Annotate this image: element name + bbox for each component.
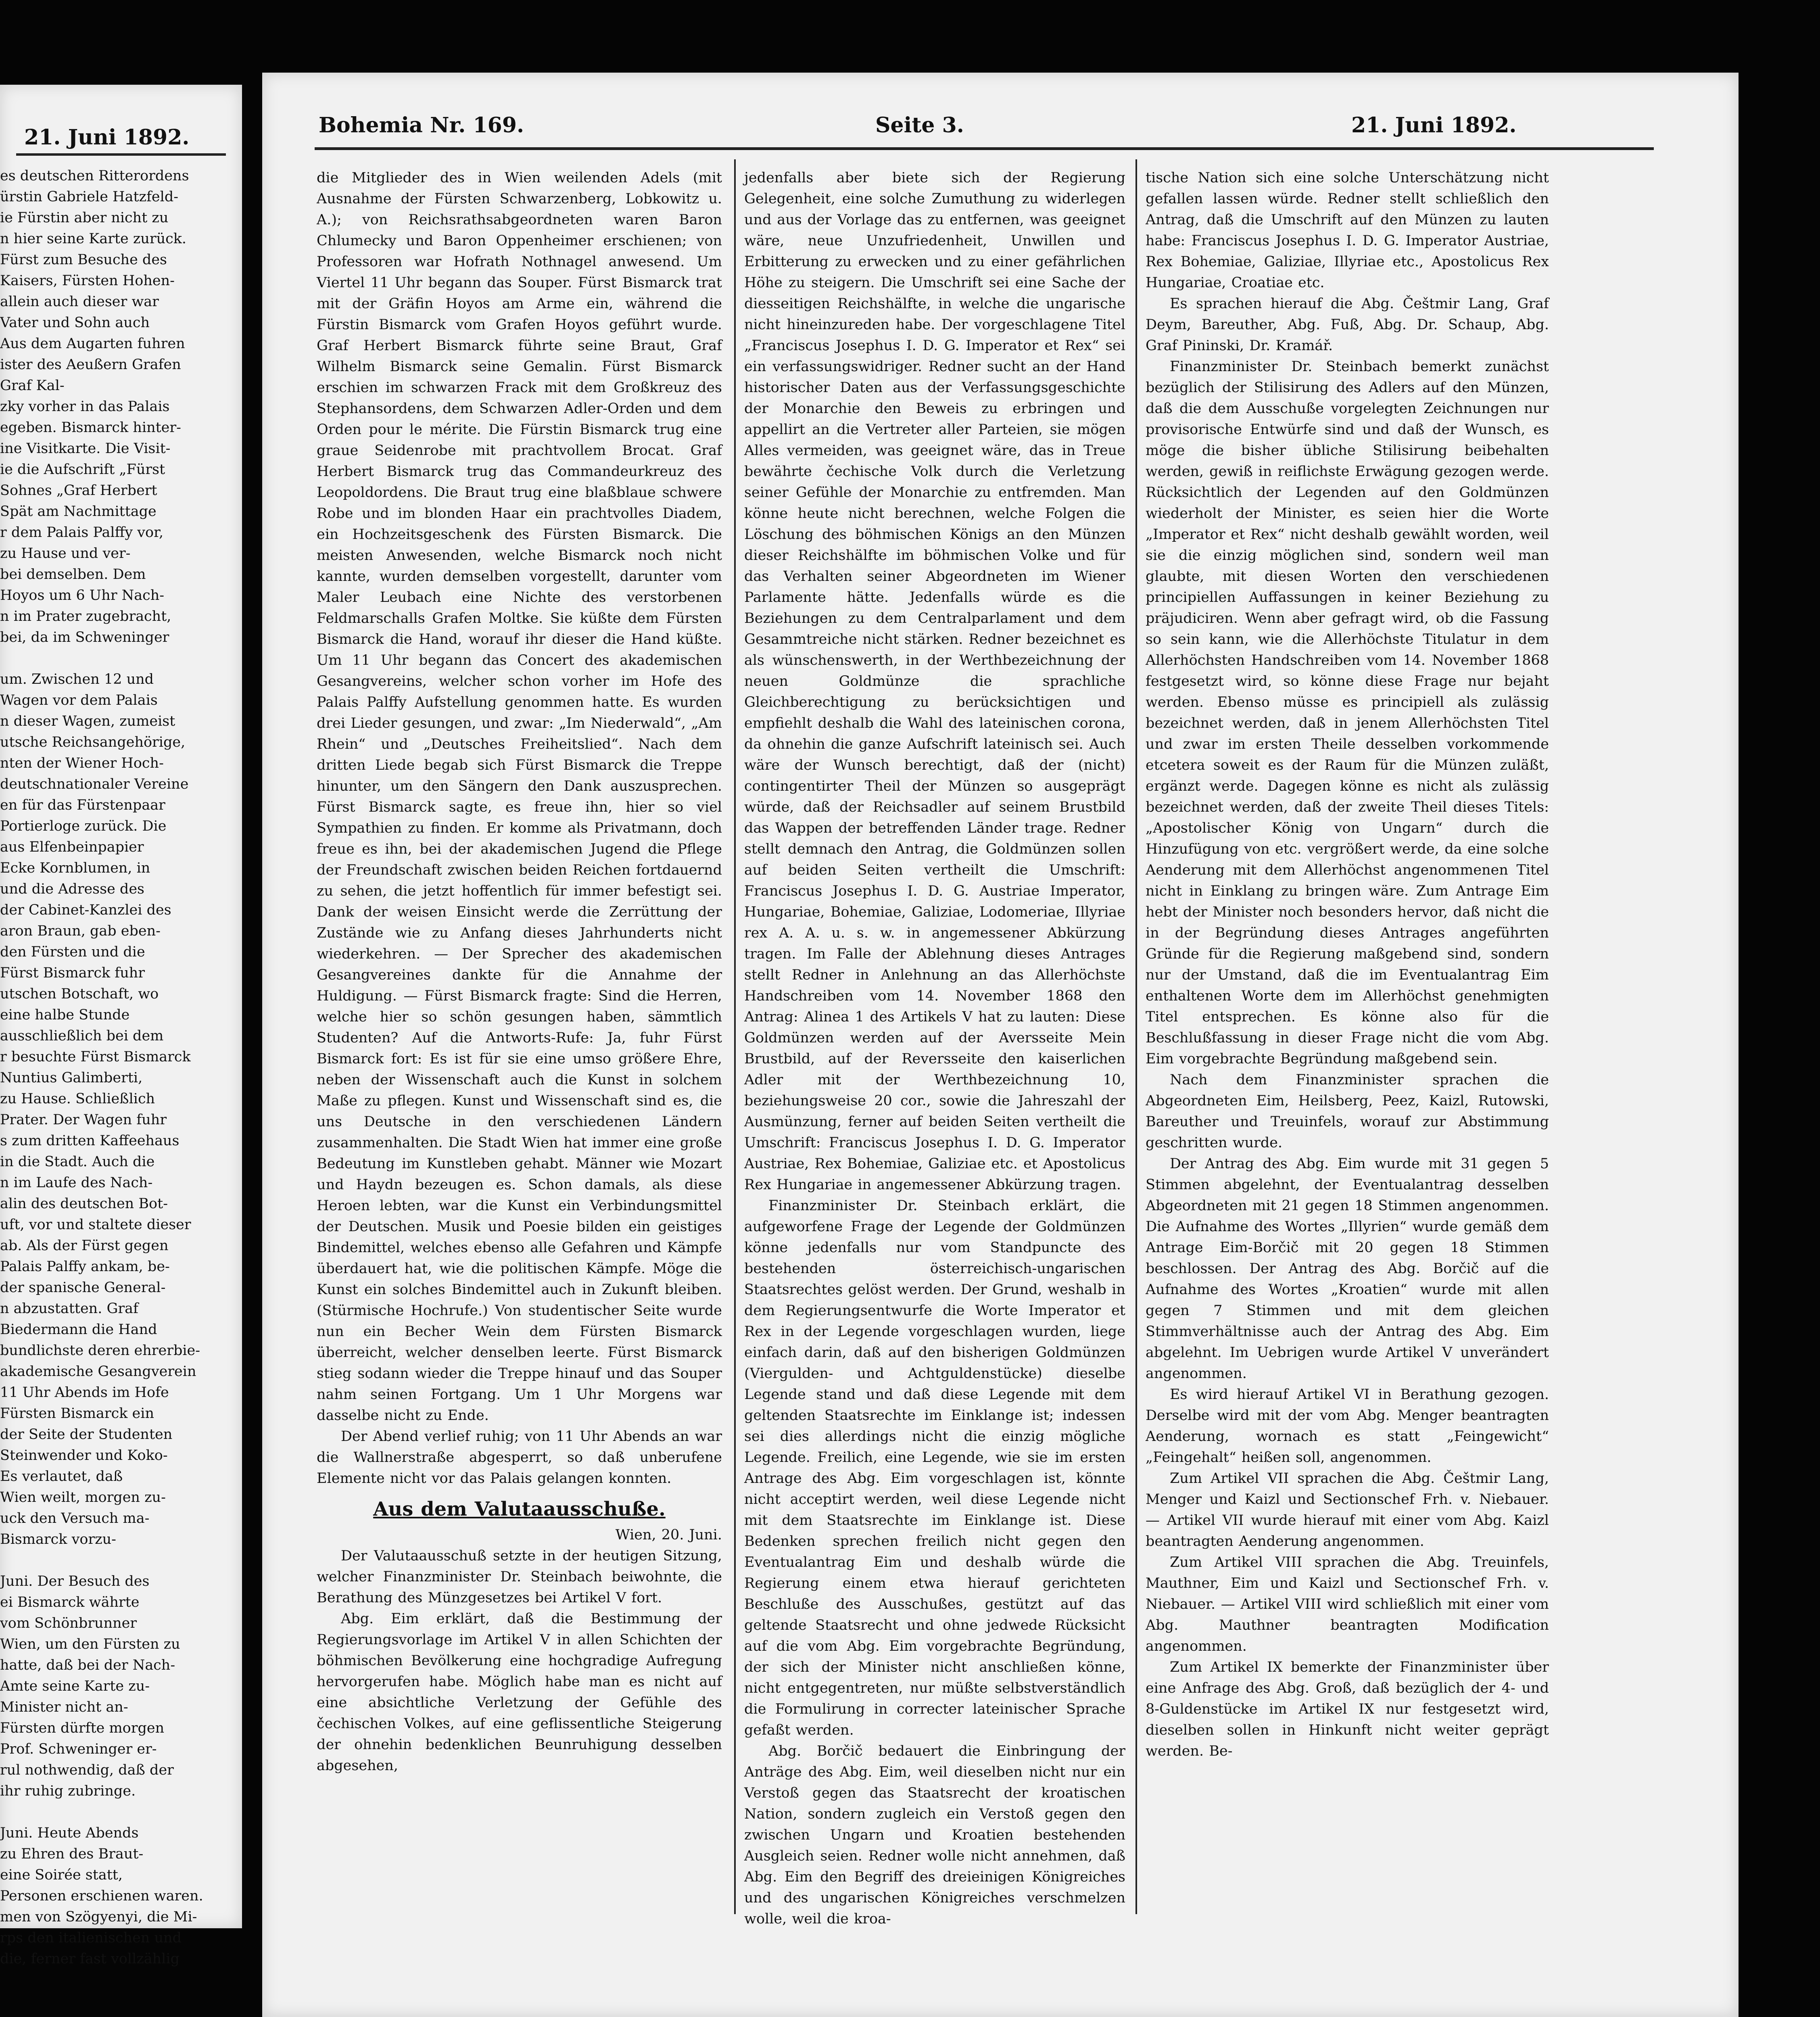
column-rule <box>734 159 736 1914</box>
issue-date: 21. Juni 1892. <box>1351 113 1517 138</box>
fragment-line: r dem Palais Palffy vor, <box>0 524 164 541</box>
fragment-line: Portierloge zurück. Die <box>0 818 167 834</box>
paragraph: Nach dem Finanzminister sprachen die Abgeordneten Eim, Heilsberg, Peez, Kaizl, Rutowski, Bareuther und Treuinfels, worauf zur Abstimmung geschritten wurde. <box>1146 1072 1549 1151</box>
fragment-line: zu Hause. Schließlich <box>0 1091 155 1107</box>
previous-page-fragment <box>0 85 242 1967</box>
fragment-line: bundlichste deren ehrerbie- <box>0 1343 200 1359</box>
paragraph: tische Nation sich eine solche Unterschätzung nicht gefallen lassen würde. Redner stellt schließlich den Antrag, daß die Umschrift auf den Münzen zu lauten habe: Franciscus Josephus I. D. G. Imperator Austriae, Rex Bohemiae, Galiziae, Illyriae etc., Apostolicus Rex Hungariae, Croatiae etc. <box>1146 170 1549 291</box>
fragment-line: ei Bismarck währte <box>0 1594 140 1610</box>
fragment-line: Biedermann die Hand <box>0 1322 157 1338</box>
paragraph: Abg. Borčič bedauert die Einbringung der Anträge des Abg. Eim, weil dieselben nicht nur ein Verstoß gegen das Staatsrecht der kroatischen Nation, sondern zugleich ein Verstoß gegen den zwischen Ungarn und Kroatien bestehenden Ausgleich seien. Redner wolle nicht annehmen, daß Abg. Eim den Begriff des dreieinigen Königreiches und des ungarischen Königreiches verschmelzen wolle, weil die kroa- <box>744 1743 1125 1927</box>
fragment-line: ie Fürstin aber nicht zu <box>0 210 169 226</box>
fragment-line: vom Schönbrunner <box>0 1615 137 1631</box>
newspaper-page <box>262 73 1739 2017</box>
paragraph: Finanzminister Dr. Steinbach erklärt, die aufgeworfene Frage der Legende der Goldmünzen könne jedenfalls nur vom Standpuncte des bestehenden österreichisch-ungarischen Staatsrechtes gelöst werden. Der Grund, weshalb in dem Regierungsentwurfe die Worte Imperator et Rex in der Legende vorgeschlagen wurden, liege einfach darin, daß auf den bisherigen Goldmünzen (Viergulden- und Achtguldenstücke) dieselbe Legende stand und daß diese Legende mit dem geltenden Staatsrechte im Einklange ist; indessen sei dies allerdings nicht die einzig mögliche Legende. Freilich, eine Legende, wie sie im ersten Antrage des Abg. Eim vorgeschlagen ist, könnte nicht acceptirt werden, weil diese Legende nicht mit dem Staatsrechte im Einklange ist. Diese Bedenken sprechen freilich nicht gegen den Eventualantrag Eim und deshalb würde die Regierung einem etwa hierauf gerichteten Beschluße des Ausschußes, gestützt auf das geltende Staatsrecht und ohne jedwede Rücksicht auf die vom Abg. Eim vorgebrachte Begründung, der sich der Minister nicht anschließen könne, nicht entgegentreten, nur müßte selbstverständlich die Formulirung in correcter lateinischer Sprache gefaßt werden. <box>744 1198 1125 1738</box>
page-number: Seite 3. <box>875 113 964 138</box>
fragment-line: ie die Aufschrift „Fürst <box>0 461 165 478</box>
fragment-line: bei demselben. Dem <box>0 566 146 583</box>
fragment-line: egeben. Bismarck hinter- <box>0 420 181 436</box>
paragraph: Der Abend verlief ruhig; von 11 Uhr Abends an war die Wallnerstraße abgesperrt, so daß unberufene Elemente nicht vor das Palais gelangen konnten. <box>317 1428 722 1487</box>
fragment-line: n dieser Wagen, zumeist <box>0 713 175 729</box>
fragment-line: zky vorher in das Palais <box>0 399 170 415</box>
fragment-line: s zum dritten Kaffeehaus <box>0 1133 179 1149</box>
fragment-line: in die Stadt. Auch die <box>0 1154 155 1170</box>
fragment-line: n hier seine Karte zurück. <box>0 231 187 247</box>
fragment-line: Steinwender und Koko- <box>0 1447 168 1464</box>
fragment-line: eine halbe Stunde <box>0 1007 130 1023</box>
fragment-line: men von Szögyenyi, die Mi- <box>0 1909 197 1925</box>
fragment-line: der Cabinet-Kanzlei des <box>0 902 171 918</box>
fragment-line: Kaisers, Fürsten Hohen- <box>0 273 175 289</box>
fragment-line: allein auch dieser war <box>0 294 159 310</box>
fragment-line: Hoyos um 6 Uhr Nach- <box>0 587 165 603</box>
dateline: Wien, 20. Juni. <box>615 1527 722 1543</box>
fragment-line: rps den italienischen und <box>0 1930 182 1946</box>
paragraph: jedenfalls aber biete sich der Regierung Gelegenheit, eine solche Zumuthung zu widerlegen und aus der Vorlage das zu entfernen, was geeignet wäre, neue Unzufriedenheit, Unwillen und Erbitterung zu erwecken und zu einer gefährlichen Höhe zu steigern. Die Umschrift sei eine Sache der diesseitigen Reichshälfte, in welche die ungarische nicht hineinzureden habe. Der vorgeschlagene Titel „Franciscus Josephus I. D. G. Imperator et Rex“ sei ein verfassungswidriger. Redner sucht an der Hand historischer Daten aus der Verfassungsgeschichte der Monarchie den Beweis zu erbringen und appellirt an die Vertreter aller Parteien, sie mögen Alles vermeiden, was geeignet wäre, das in Treue bewährte čechische Volk durch die Verletzung seiner Gefühle der Monarchie zu entfremden. Man könne heute nicht berechnen, welche Folgen die Löschung des böhmischen Königs an den Münzen dieser Reichshälfte im böhmischen Volke und für das Verhalten seiner Abgeordneten im Wiener Parlamente hätte. Jedenfalls würde es die Beziehungen zu dem Centralparlament und dem Gesammtreiche nicht stärken. Redner bezeichnet es als wünschenswerth, in der Werthbezeichnung der neuen Goldmünze die sprachliche Gleichberechtigung zu berücksichtigen und empfiehlt deshalb die Wahl des lateinischen corona, da ohnehin die ganze Aufschrift lateinisch sei. Auch wäre der Wunsch berechtigt, daß der (nicht) contingentirter Theil der Münzen so ausgeprägt würde, daß der Reichsadler auf seinem Brustbild das Wappen der betreffenden Länder trage. Redner stellt demnach den Antrag, die Goldmünzen sollen auf beiden Seiten vertheilt die Umschrift: Franciscus Josephus I. D. G. Austriae Imperator, Hungariae, Bohemiae, Galiziae, Lodomeriae, Illyriae rex A. A. u. s. w. in angemessener Abkürzung tragen. Im Falle der Ablehnung dieses Antrages stellt Redner in Anlehnung an das Allerhöchste Handschreiben vom 14. November 1868 den Antrag: Alinea 1 des Artikels V hat zu lauten: Diese Goldmünzen werden auf der Aversseite Mein Brustbild, auf der Reversseite den kaiserlichen Adler mit der Werthbezeichnung 10, beziehungsweise 20 cor., sowie die Jahreszahl der Ausmünzung, ferner auf beiden Seiten vertheilt die Umschrift: Franciscus Josephus I. D. G. Imperator Austriae, Rex Bohemiae, Galiziae etc. et Apostolicus Rex Hungariae in angemessener Abkürzung tragen. <box>744 170 1125 1193</box>
fragment-line: aron Braun, gab eben- <box>0 923 161 939</box>
fragment-line: Wien, um den Fürsten zu <box>0 1636 180 1652</box>
fragment-line: Nuntius Galimberti, <box>0 1070 143 1086</box>
fragment-line: n abzustatten. Graf <box>0 1301 138 1317</box>
fragment-line: Spät am Nachmittage <box>0 503 157 520</box>
fragment-line: Fürsten dürfte morgen <box>0 1720 165 1736</box>
fragment-line: Fürsten Bismarck ein <box>0 1405 154 1422</box>
fragment-line: ister des Aeußern Grafen <box>0 357 181 373</box>
previous-page-text <box>0 165 226 1969</box>
paragraph: Zum Artikel IX bemerkte der Finanzminister über eine Anfrage des Abg. Groß, daß bezüglich der 4- und 8-Guldenstücke im Artikel IX nur festgesetzt wird, dieselben sollen in Hinkunft nicht weiter geprägt werden. Be- <box>1146 1659 1549 1759</box>
fragment-line: ihr ruhig zubringe. <box>0 1783 136 1799</box>
article-column-3 <box>1146 167 1549 2007</box>
fragment-line: Bismarck vorzu- <box>0 1531 116 1547</box>
fragment-line: eine Soirée statt, <box>0 1867 123 1883</box>
fragment-line: 11 Uhr Abends im Hofe <box>0 1384 169 1401</box>
fragment-line: r besuchte Fürst Bismarck <box>0 1049 191 1065</box>
fragment-line: bei, da im Schweninger <box>0 629 169 645</box>
fragment-line: Wagen vor dem Palais <box>0 692 158 708</box>
fragment-line: uft, vor und staltete dieser <box>0 1217 191 1233</box>
fragment-line: Juni. Heute Abends <box>0 1825 139 1841</box>
fragment-line: Es verlautet, daß <box>0 1468 123 1485</box>
fragment-line: Palais Palffy ankam, be- <box>0 1259 170 1275</box>
fragment-line <box>0 648 226 669</box>
paragraph: Es sprachen hierauf die Abg. Češtmir Lang, Graf Deym, Bareuther, Abg. Fuß, Abg. Dr. Schaup, Abg. Graf Pininski, Dr. Kramář. <box>1146 296 1549 354</box>
fragment-line: Vater und Sohn auch <box>0 315 150 331</box>
fragment-line: utschen Botschaft, wo <box>0 986 159 1002</box>
fragment-line: Graf Kal- <box>0 378 65 394</box>
fragment-line: hatte, daß bei der Nach- <box>0 1657 175 1673</box>
article-column-2 <box>744 167 1125 2007</box>
paragraph: Zum Artikel VII sprachen die Abg. Češtmir Lang, Menger und Kaizl und Sectionschef Frh. v. Niebauer. — Artikel VII wurde hierauf mit einer vom Abg. Kaizl beantragten Aenderung angenommen. <box>1146 1470 1549 1549</box>
fragment-line: ine Visitkarte. Die Visit- <box>0 441 171 457</box>
paragraph: Finanzminister Dr. Steinbach bemerkt zunächst bezüglich der Stilisirung des Adlers auf den Münzen, daß die dem Ausschuße vorgelegten Zeichnungen nur provisorische Entwürfe sind und daß der Wunsch, es möge die bisher übliche Stilisirung beibehalten werden, gewiß in reiflichste Erwägung gezogen werde. Rücksichtlich der Legenden auf den Goldmünzen wiederholt der Minister, es seien hier die Worte „Imperator et Rex“ nicht deshalb gewählt worden, weil sie die einzig möglichen sind, sondern weil man glaubte, mit diesen Worten den verschiedenen principiellen Auffassungen in keiner Beziehung zu präjudiciren. Wenn aber gefragt wird, ob die Fassung so sein kann, wie die Allerhöchste Titulatur in dem Allerhöchsten Handschreiben vom 14. November 1868 festgesetzt wird, so könne diese Frage nur bejaht werden. Ebenso müsse es principiell als zulässig bezeichnet werden, daß in jenem Allerhöchsten Titel und zwar im ersten Theile desselben vorkommende etcetera soweit es der Raum für die Münzen zuläßt, ergänzt werde. Dagegen könne es nicht als zulässig bezeichnet werden, daß der zweite Theil dieses Titels: „Apostolischer König von Ungarn“ durch die Hinzufügung von etc. vergrößert werde, da eine solche Aenderung mit dem Allerhöchst angenommenen Titel nicht in Einklang zu bringen wäre. Zum Antrage Eim hebt der Minister noch besonders hervor, daß nicht die in der Begründung dieses Antrages angeführten Gründe für die Regierung maßgebend sind, sondern nur der Umstand, daß die im Eventualantrag Eim enthaltenen Worte dem im Allerhöchst genehmigten Titel entsprechen. Es könne also für die Beschlußfassung in dieser Frage nicht die vom Abg. Eim vorgebrachte Begründung maßgebend sein. <box>1146 359 1549 1067</box>
article-column-1 <box>317 167 722 2007</box>
fragment-line: zu Hause und ver- <box>0 545 131 562</box>
fragment-line: Personen erschienen waren. <box>0 1888 203 1904</box>
masthead-issue: Bohemia Nr. 169. <box>319 113 524 138</box>
fragment-line: utsche Reichsangehörige, <box>0 734 186 750</box>
fragment-line: aus Elfenbeinpapier <box>0 839 144 855</box>
fragment-line: und die Adresse des <box>0 881 145 897</box>
fragment-line: Aus dem Augarten fuhren <box>0 336 185 352</box>
fragment-line: die, ferner fast vollzählig <box>0 1951 179 1967</box>
fragment-line: uck den Versuch ma- <box>0 1510 150 1526</box>
fragment-line: deutschnationaler Vereine <box>0 776 189 792</box>
paragraph: Der Valutaausschuß setzte in der heutigen Sitzung, welcher Finanzminister Dr. Steinbach beiwohnte, die Berathung des Münzgesetzes bei Artikel V fort. <box>317 1548 722 1606</box>
fragment-line: Minister nicht an- <box>0 1699 128 1715</box>
fragment-line: der spanische General- <box>0 1280 166 1296</box>
paragraph: Der Antrag des Abg. Eim wurde mit 31 gegen 5 Stimmen abgelehnt, der Eventualantrag desselben Abgeordneten mit 21 gegen 18 Stimmen angenommen. Die Aufnahme des Wortes „Illyrien“ wurde gemäß dem Antrage Eim-Borčič mit 20 gegen 18 Stimmen beschlossen. Der Antrag des Abg. Borčič auf die Aufnahme des Wortes „Kroatien“ wurde mit allen gegen 7 Stimmen und mit dem gleichen Stimmverhältnisse auch der Antrag des Abg. Eim abgelehnt. Im Uebrigen wurde Artikel V unverändert angenommen. <box>1146 1156 1549 1382</box>
fragment-line: ab. Als der Fürst gegen <box>0 1238 169 1254</box>
fragment-line: akademische Gesangverein <box>0 1363 196 1380</box>
fragment-line: zu Ehren des Braut- <box>0 1846 144 1862</box>
paragraph: Es wird hierauf Artikel VI in Berathung gezogen. Derselbe wird mit der vom Abg. Menger beantragten Aenderung, wornach es statt „Feingewicht“ „Feingehalt“ heißen soll, angenommen. <box>1146 1386 1549 1466</box>
fragment-line: Fürst zum Besuche des <box>0 252 167 268</box>
fragment-line: um. Zwischen 12 und <box>0 671 154 687</box>
fragment-line: Wien weilt, morgen zu- <box>0 1489 166 1505</box>
fragment-line <box>0 1550 226 1571</box>
fragment-line: en für das Fürstenpaar <box>0 797 165 813</box>
fragment-line: Ecke Kornblumen, in <box>0 860 150 876</box>
fragment-line: es deutschen Ritterordens <box>0 168 189 184</box>
fragment-line: Amte seine Karte zu- <box>0 1678 150 1694</box>
fragment-line: Fürst Bismarck fuhr <box>0 965 145 981</box>
fragment-line <box>0 1802 226 1823</box>
paragraph: Zum Artikel VIII sprachen die Abg. Treuinfels, Mauthner, Eim und Kaizl und Sectionschef Frh. v. Niebauer. — Artikel VIII wird schließlich mit einer vom Abg. Mauthner beantragten Modification angenommen. <box>1146 1554 1549 1654</box>
fragment-line: rul nothwendig, daß der <box>0 1762 174 1778</box>
fragment-line: den Fürsten und die <box>0 944 145 960</box>
fragment-line: ausschließlich bei dem <box>0 1028 164 1044</box>
fragment-line: Sohnes „Graf Herbert <box>0 482 157 499</box>
fragment-line: nten der Wiener Hoch- <box>0 755 164 771</box>
header-rule <box>315 147 1654 150</box>
fragment-line: n im Laufe des Nach- <box>0 1175 153 1191</box>
column-rule <box>1135 159 1137 1914</box>
fragment-line: ürstin Gabriele Hatzfeld- <box>0 189 179 205</box>
fragment-line: Juni. Der Besuch des <box>0 1573 150 1589</box>
fragment-line: alin des deutschen Bot- <box>0 1196 168 1212</box>
paragraph: die Mitglieder des in Wien weilenden Adels (mit Ausnahme der Fürsten Schwarzenberg, Lobkowitz u. A.); von Reichsrathsabgeordneten waren Baron Chlumecky und Baron Oppenheimer erschienen; von Professoren war Hofrath Nothnagel anwesend. Um Viertel 11 Uhr begann das Souper. Fürst Bismarck trat mit der Gräfin Hoyos am Arme ein, während die Fürstin Bismarck vom Grafen Hoyos geführt wurde. Graf Herbert Bismarck führte seine Braut, Graf Wilhelm Bismarck seine Gemalin. Fürst Bismarck erschien im schwarzen Frack mit dem Großkreuz des Stephansordens, dem Schwarzen Adler-Orden und dem Orden pour le mérite. Die Fürstin Bismarck trug eine graue Seidenrobe mit prachtvollem Brocat. Graf Herbert Bismarck trug das Commandeurkreuz des Leopoldordens. Die Braut trug eine blaßblaue schwere Robe und im blonden Haar ein prachtvolles Diadem, ein Hochzeitsgeschenk des Fürsten Bismarck. Die meisten Anwesenden, welche Bismarck noch nicht kannte, wurden demselben vorgestellt, darunter vom Maler Leubach eine Nichte des verstorbenen Feldmarschalls Grafen Moltke. Sie küßte dem Fürsten Bismarck die Hand, worauf ihr dieser die Hand küßte. Um 11 Uhr begann das Concert des akademischen Gesangvereins, welcher schon vorher im Hofe des Palais Palffy Aufstellung genommen hatte. Es wurden drei Lieder gesungen, und zwar: „Im Niederwald“, „Am Rhein“ und „Deutsches Freiheitslied“. Nach dem dritten Liede begab sich Fürst Bismarck die Treppe hinunter, um den Sängern den Dank auszusprechen. Fürst Bismarck sagte, es freue ihn, hier so viel Sympathien zu finden. Er komme als Privatmann, doch freue es ihn, bei der akademischen Jugend die Pflege der Freundschaft zwischen beiden Reichen fortdauernd zu sehen, die jetzt hoffentlich für immer befestigt sei. Dank der weisen Einsicht werde die Zerrüttung der Zustände wie zu Anfang dieses Jahrhunderts nicht wiederkehren. — Der Sprecher des akademischen Gesangvereines dankte für die Annahme der Huldigung. — Fürst Bismarck fragte: Sind die Herren, welche hier so schön gesungen haben, sämmtlich Studenten? Auf die Antworts-Rufe: Ja, fuhr Fürst Bismarck fort: Es ist für sie eine umso größere Ehre, neben der Wissenschaft auch die Kunst in solchem Maße zu pflegen. Kunst und Wissenschaft sind es, die uns Deutsche in den verschiedenen Ländern zusammenhalten. Die Stadt Wien hat immer eine große Bedeutung im Kunstleben gehabt. Männer wie Mozart und Haydn bezeugen es. Schon damals, als diese Heroen lebten, war die Kunst ein Verbindungsmittel der Deutschen. Musik und Poesie bilden ein geistiges Bindemittel, welches ebenso alle Gefahren und Kämpfe überdauert hat, wie die politischen Kämpfe. Möge die Kunst ein solches Bindemittel auch in Zukunft bleiben. (Stürmische Hochrufe.) Von studentischer Seite wurde nun ein Becher Wein dem Fürsten Bismarck überreicht, welcher denselben leerte. Fürst Bismarck stieg sodann wieder die Treppe hinauf und das Souper nahm seinen Fortgang. Um 1 Uhr Morgens war dasselbe nicht zu Ende. <box>317 170 722 1424</box>
section-heading: Aus dem Valutaausschuße. <box>373 1498 666 1520</box>
previous-page-date: 21. Juni 1892. <box>24 125 190 150</box>
fragment-line: der Seite der Studenten <box>0 1426 173 1443</box>
paragraph: Abg. Eim erklärt, daß die Bestimmung der Regierungsvorlage im Artikel V in allen Schichten der böhmischen Bevölkerung eine hochgradige Aufregung hervorgerufen habe. Möglich habe man es nicht auf eine absichtliche Verletzung der Gefühle des čechischen Volkes, auf eine geflissentliche Steigerung der ohnehin bedenklichen Beunruhigung desselben abgesehen, <box>317 1611 722 1774</box>
fragment-line: Prof. Schweninger er- <box>0 1741 157 1757</box>
fragment-line: Prater. Der Wagen fuhr <box>0 1112 167 1128</box>
header-rule <box>16 153 226 156</box>
fragment-line: n im Prater zugebracht, <box>0 608 171 624</box>
